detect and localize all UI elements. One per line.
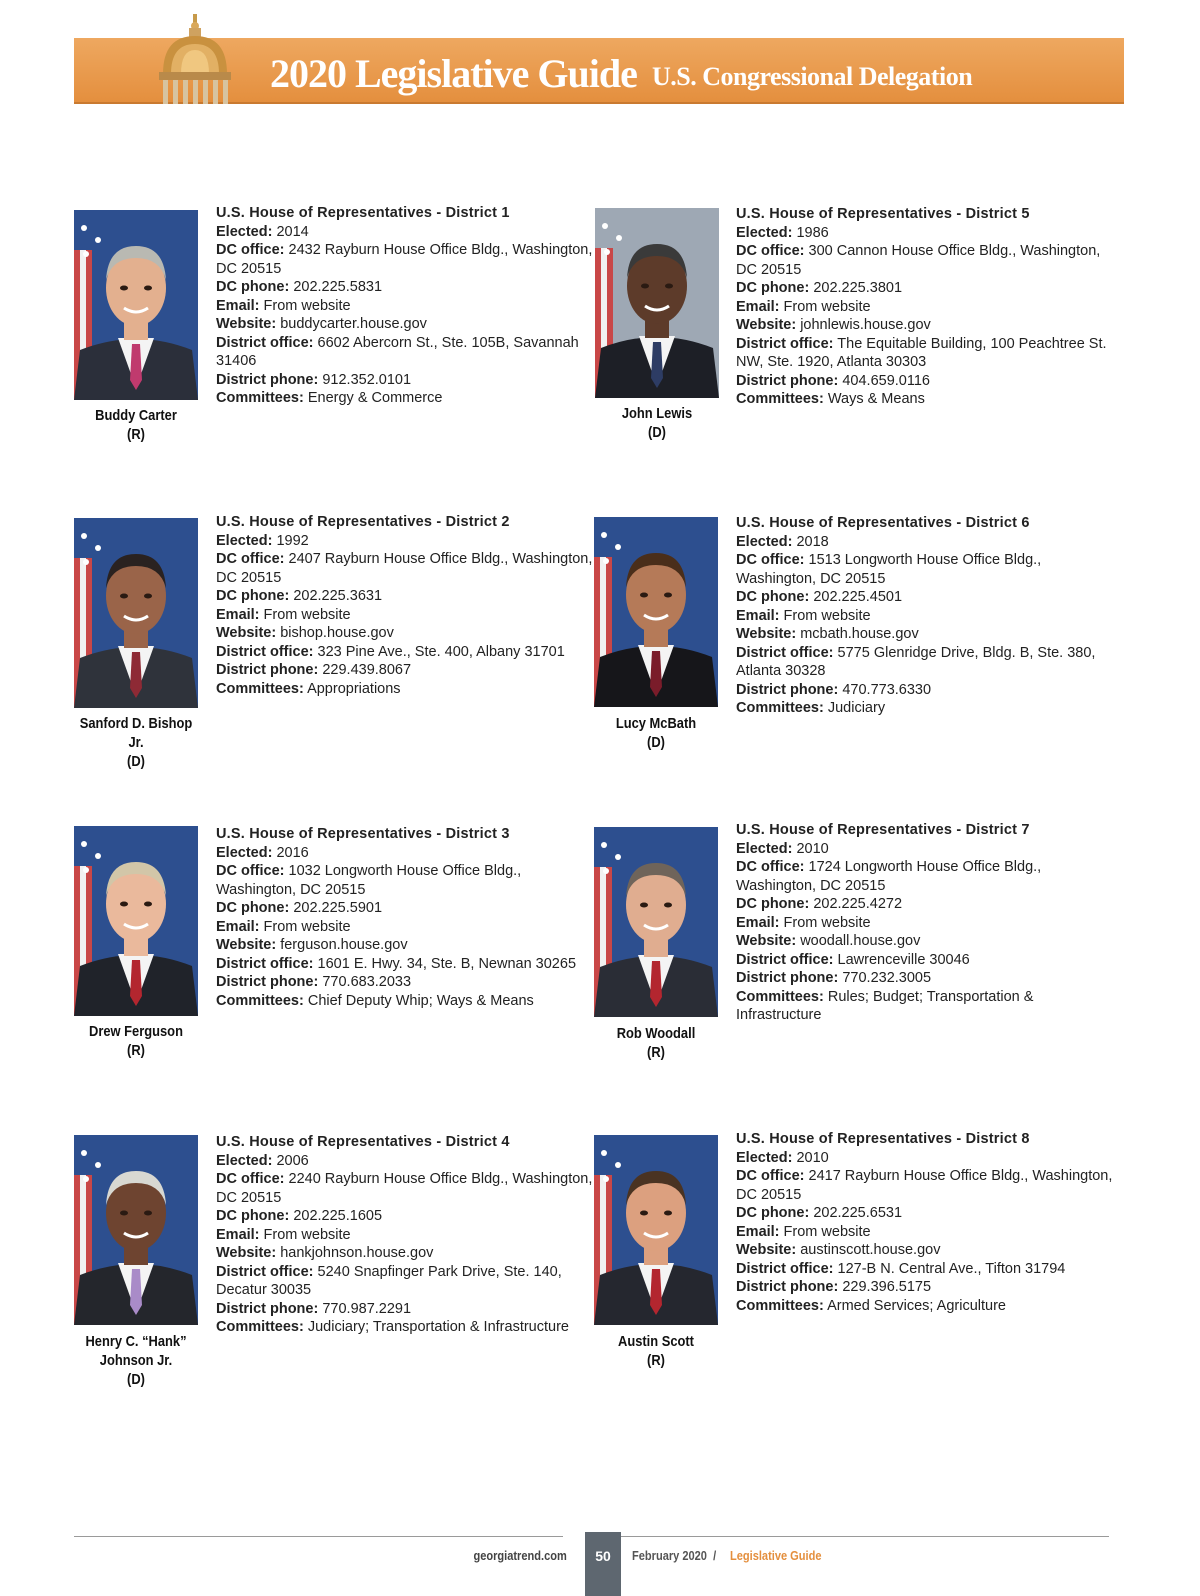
district-phone: District phone: 229.439.8067 (216, 662, 412, 678)
member-photo (594, 827, 718, 1017)
email: Email: From website (216, 918, 351, 935)
member-party: (D) (127, 1371, 145, 1388)
member-details (736, 821, 1116, 1025)
member-caption (596, 714, 716, 752)
committees: Committees: Armed Services; Agriculture (736, 1297, 1006, 1314)
member-name: Rob Woodall (616, 1025, 696, 1042)
district-office: District office: 1601 E. Hwy. 34, Ste. B, Newnan 30265 (216, 955, 577, 972)
district-phone: District phone: 470.773.6330 (736, 681, 932, 698)
elected-year: Elected: 2014 (216, 223, 309, 240)
office-title: U.S. House of Representatives - District 1 (216, 205, 510, 221)
member-name: Austin Scott (618, 1333, 694, 1350)
member-party: (D) (647, 734, 665, 751)
member-details (736, 1130, 1116, 1315)
office-title: U.S. House of Representatives - District 2 (216, 514, 510, 530)
district-phone: District phone: 229.396.5175 (736, 1279, 932, 1295)
member-party: (R) (127, 426, 145, 443)
member-party: (D) (648, 424, 666, 441)
district-office: District office: 6602 Abercorn St., Ste. 105B, Savannah 31406 (216, 334, 579, 369)
committees: Committees: Judiciary; Transportation & Infrastructure (216, 1319, 569, 1335)
dc-phone: DC phone: 202.225.1605 (216, 1208, 383, 1224)
dc-phone: DC phone: 202.225.3801 (736, 280, 903, 296)
member-party: (D) (127, 753, 145, 770)
footer-site: georgiatrend.com (473, 1548, 567, 1563)
email: Email: From website (736, 298, 871, 315)
member-party: (R) (647, 1044, 665, 1061)
website-link[interactable]: Website: buddycarter.house.gov (216, 316, 427, 332)
member-photo (74, 210, 198, 400)
website-link[interactable]: Website: johnlewis.house.gov (736, 317, 931, 333)
dc-office: DC office: 2240 Rayburn House Office Bldg., Washington, DC 20515 (216, 1171, 593, 1206)
elected-year: Elected: 2010 (736, 1149, 829, 1166)
office-title: U.S. House of Representatives - District 4 (216, 1134, 510, 1150)
email: Email: From website (216, 297, 351, 314)
website-link[interactable]: Website: hankjohnson.house.gov (216, 1245, 434, 1261)
member-caption (76, 406, 196, 444)
member-photo (74, 518, 198, 708)
member-details (216, 825, 596, 1010)
committees: Committees: Appropriations (216, 680, 401, 697)
committees: Committees: Chief Deputy Whip; Ways & Means (216, 992, 534, 1009)
office-title: U.S. House of Representatives - District 5 (736, 206, 1030, 222)
office-title: U.S. House of Representatives - District 8 (736, 1131, 1030, 1147)
committees: Committees: Rules; Budget; Transportation & Infrastructure (736, 988, 1034, 1023)
dc-office: DC office: 2417 Rayburn House Office Bldg., Washington, DC 20515 (736, 1168, 1113, 1203)
dc-office: DC office: 1724 Longworth House Office Bldg., Washington, DC 20515 (736, 859, 1042, 894)
office-title: U.S. House of Representatives - District 3 (216, 826, 510, 842)
district-office: District office: 5775 Glenridge Drive, Bldg. B, Ste. 380, Atlanta 30328 (736, 644, 1096, 679)
member-caption (596, 1024, 716, 1062)
member-details (216, 204, 596, 408)
website-link[interactable]: Website: woodall.house.gov (736, 933, 921, 949)
member-caption (597, 404, 717, 442)
email: Email: From website (216, 1226, 351, 1243)
dc-office: DC office: 1032 Longworth House Office Bldg., Washington, DC 20515 (216, 863, 522, 898)
district-phone: District phone: 770.683.2033 (216, 974, 412, 990)
district-phone: District phone: 770.987.2291 (216, 1300, 412, 1317)
footer-date: February 2020 / (632, 1548, 717, 1563)
member-name: Lucy McBath (615, 715, 697, 732)
dc-phone: DC phone: 202.225.5901 (216, 900, 383, 916)
page-number: 50 (585, 1532, 621, 1596)
dc-office: DC office: 300 Cannon House Office Bldg., Washington, DC 20515 (736, 243, 1101, 278)
dc-phone: DC phone: 202.225.6531 (736, 1205, 903, 1221)
district-office: District office: The Equitable Building, 100 Peachtree St. NW, Ste. 1920, Atlanta 30303 (736, 335, 1107, 370)
committees: Committees: Judiciary (736, 700, 886, 716)
elected-year: Elected: 2010 (736, 840, 829, 857)
email: Email: From website (216, 606, 351, 623)
member-photo (594, 517, 718, 707)
district-phone: District phone: 770.232.3005 (736, 970, 932, 986)
member-photo (594, 1135, 718, 1325)
elected-year: Elected: 2006 (216, 1152, 309, 1169)
district-phone: District phone: 912.352.0101 (216, 371, 412, 388)
website-link[interactable]: Website: austinscott.house.gov (736, 1242, 941, 1258)
dc-office: DC office: 1513 Longworth House Office Bldg., Washington, DC 20515 (736, 552, 1042, 587)
district-office: District office: 5240 Snapfinger Park Drive, Ste. 140, Decatur 30035 (216, 1263, 562, 1298)
email: Email: From website (736, 1223, 871, 1240)
member-name: John Lewis (621, 405, 693, 422)
dc-phone: DC phone: 202.225.4501 (736, 589, 903, 605)
committees: Committees: Ways & Means (736, 391, 925, 407)
elected-year: Elected: 2016 (216, 844, 309, 861)
member-caption (76, 1332, 196, 1389)
dc-phone: DC phone: 202.225.5831 (216, 279, 383, 295)
member-party: (R) (127, 1042, 145, 1059)
section-subtitle: U.S. Congressional Delegation (652, 62, 973, 91)
member-photo (74, 826, 198, 1016)
footer-rule-left (74, 1536, 563, 1537)
member-caption (596, 1332, 716, 1370)
district-office: District office: 323 Pine Ave., Ste. 400, Albany 31701 (216, 643, 565, 660)
dc-phone: DC phone: 202.225.4272 (736, 896, 903, 912)
member-photo (74, 1135, 198, 1325)
capitol-dome-icon (155, 14, 235, 104)
committees: Committees: Energy & Commerce (216, 390, 443, 406)
website-link[interactable]: Website: bishop.house.gov (216, 625, 394, 641)
member-details (216, 1133, 596, 1337)
member-name: Drew Ferguson (89, 1023, 183, 1040)
website-link[interactable]: Website: ferguson.house.gov (216, 937, 408, 953)
guide-title: 2020 Legislative Guide (270, 51, 637, 96)
member-photo (595, 208, 719, 398)
member-party: (R) (647, 1352, 665, 1369)
member-caption (76, 1022, 196, 1060)
dc-office: DC office: 2407 Rayburn House Office Bldg., Washington, DC 20515 (216, 551, 593, 586)
elected-year: Elected: 2018 (736, 533, 829, 550)
district-office: District office: Lawrenceville 30046 (736, 951, 970, 968)
member-name: Henry C. “Hank” Johnson Jr. (85, 1333, 187, 1369)
dc-phone: DC phone: 202.225.3631 (216, 588, 383, 604)
email: Email: From website (736, 607, 871, 624)
email: Email: From website (736, 914, 871, 931)
dc-office: DC office: 2432 Rayburn House Office Bldg., Washington, DC 20515 (216, 242, 593, 277)
member-details (736, 205, 1116, 409)
member-name: Sanford D. Bishop Jr. (79, 715, 193, 751)
footer-rule-right (621, 1536, 1109, 1537)
elected-year: Elected: 1992 (216, 532, 309, 549)
office-title: U.S. House of Representatives - District 6 (736, 515, 1030, 531)
elected-year: Elected: 1986 (736, 224, 829, 241)
member-details (736, 514, 1116, 718)
website-link[interactable]: Website: mcbath.house.gov (736, 626, 919, 642)
member-caption (76, 714, 196, 771)
office-title: U.S. House of Representatives - District 7 (736, 822, 1030, 838)
member-details (216, 513, 596, 698)
member-name: Buddy Carter (95, 407, 177, 424)
district-office: District office: 127-B N. Central Ave., Tifton 31794 (736, 1260, 1066, 1277)
district-phone: District phone: 404.659.0116 (736, 372, 930, 389)
footer-section: Legislative Guide (730, 1548, 822, 1563)
